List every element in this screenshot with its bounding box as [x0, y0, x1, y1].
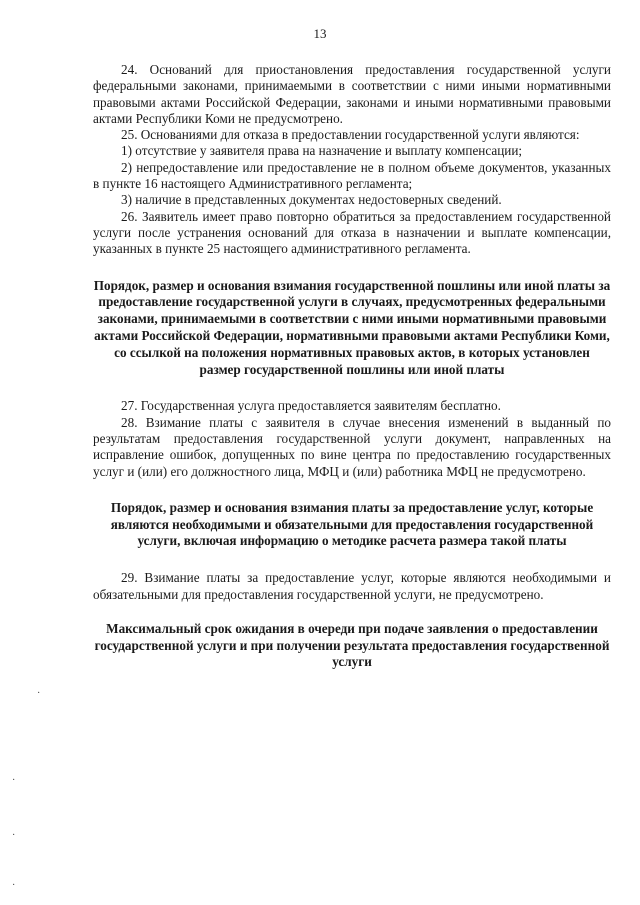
margin-mark: · — [12, 880, 16, 891]
paragraph-24: 24. Оснований для приостановления предоставления государственной услуги федеральными законами, принимаемыми в соответствии с ними иными нормативными правовыми актами Российской Федерации, законами и иными нормативными правовыми актами Республики Коми не предусмотрено. — [93, 62, 611, 126]
list-item: 1) отсутствие у заявителя права на назначение и выплату компенсации; — [121, 143, 523, 159]
list-item: 3) наличие в представленных документах недостоверных сведений. — [121, 192, 502, 208]
margin-mark: · — [12, 830, 16, 841]
page-number: 13 — [313, 26, 327, 41]
paragraph-27: 27. Государственная услуга предоставляется заявителям бесплатно. — [121, 398, 501, 414]
section-heading-service-fee: Порядок, размер и основания взимания платы за предоставление услуг, которые являются необходимыми и обязательными для предоставления государственной услуги, включая информацию о методике расчета размера такой платы — [110, 499, 594, 549]
paragraph-29: 29. Взимание платы за предоставление услуг, которые являются необходимыми и обязательными для предоставления государственной услуги, не предусмотрено. — [93, 570, 611, 602]
paragraph-25: 25. Основаниями для отказа в предоставлении государственной услуги являются: — [121, 127, 580, 143]
margin-mark: · — [37, 688, 41, 699]
paragraph-26: 26. Заявитель имеет право повторно обратиться за предоставлением государственной услуги после устранения оснований для отказа в назначении и выплате компенсации, указанных в пункте 25 настоящего административного регламента. — [93, 208, 611, 257]
margin-mark: · — [12, 775, 16, 786]
document-body — [93, 62, 611, 671]
list-item: 2) непредоставление или предоставление не в полном объеме документов, указанных в пункте 16 настоящего Административного регламента; — [93, 159, 611, 192]
section-heading-state-fee: Порядок, размер и основания взимания государственной пошлины или иной платы за предоставление государственной услуги в случаях, предусмотренных федеральными законами, принимаемыми в соответствии с ними иными нормативными правовыми актами Российской Федерации, нормативными правовыми актами Республики Коми, со ссылкой на положения нормативных правовых актов, в которых установлен размер государственной пошлины или иной платы — [93, 277, 611, 377]
section-heading-queue-time: Максимальный срок ожидания в очереди при подаче заявления о предоставлении государственной услуги и при получении результата предоставления государственной услуги — [94, 620, 610, 670]
paragraph-28: 28. Взимание платы с заявителя в случае внесения изменений в выданный по результатам предоставления государственной услуги документ, направленных на исправление ошибок, допущенных по вине центра по предоставлению государственных услуг и (или) его должностного лица, МФЦ и (или) работника МФЦ не предусмотрено. — [93, 414, 611, 479]
